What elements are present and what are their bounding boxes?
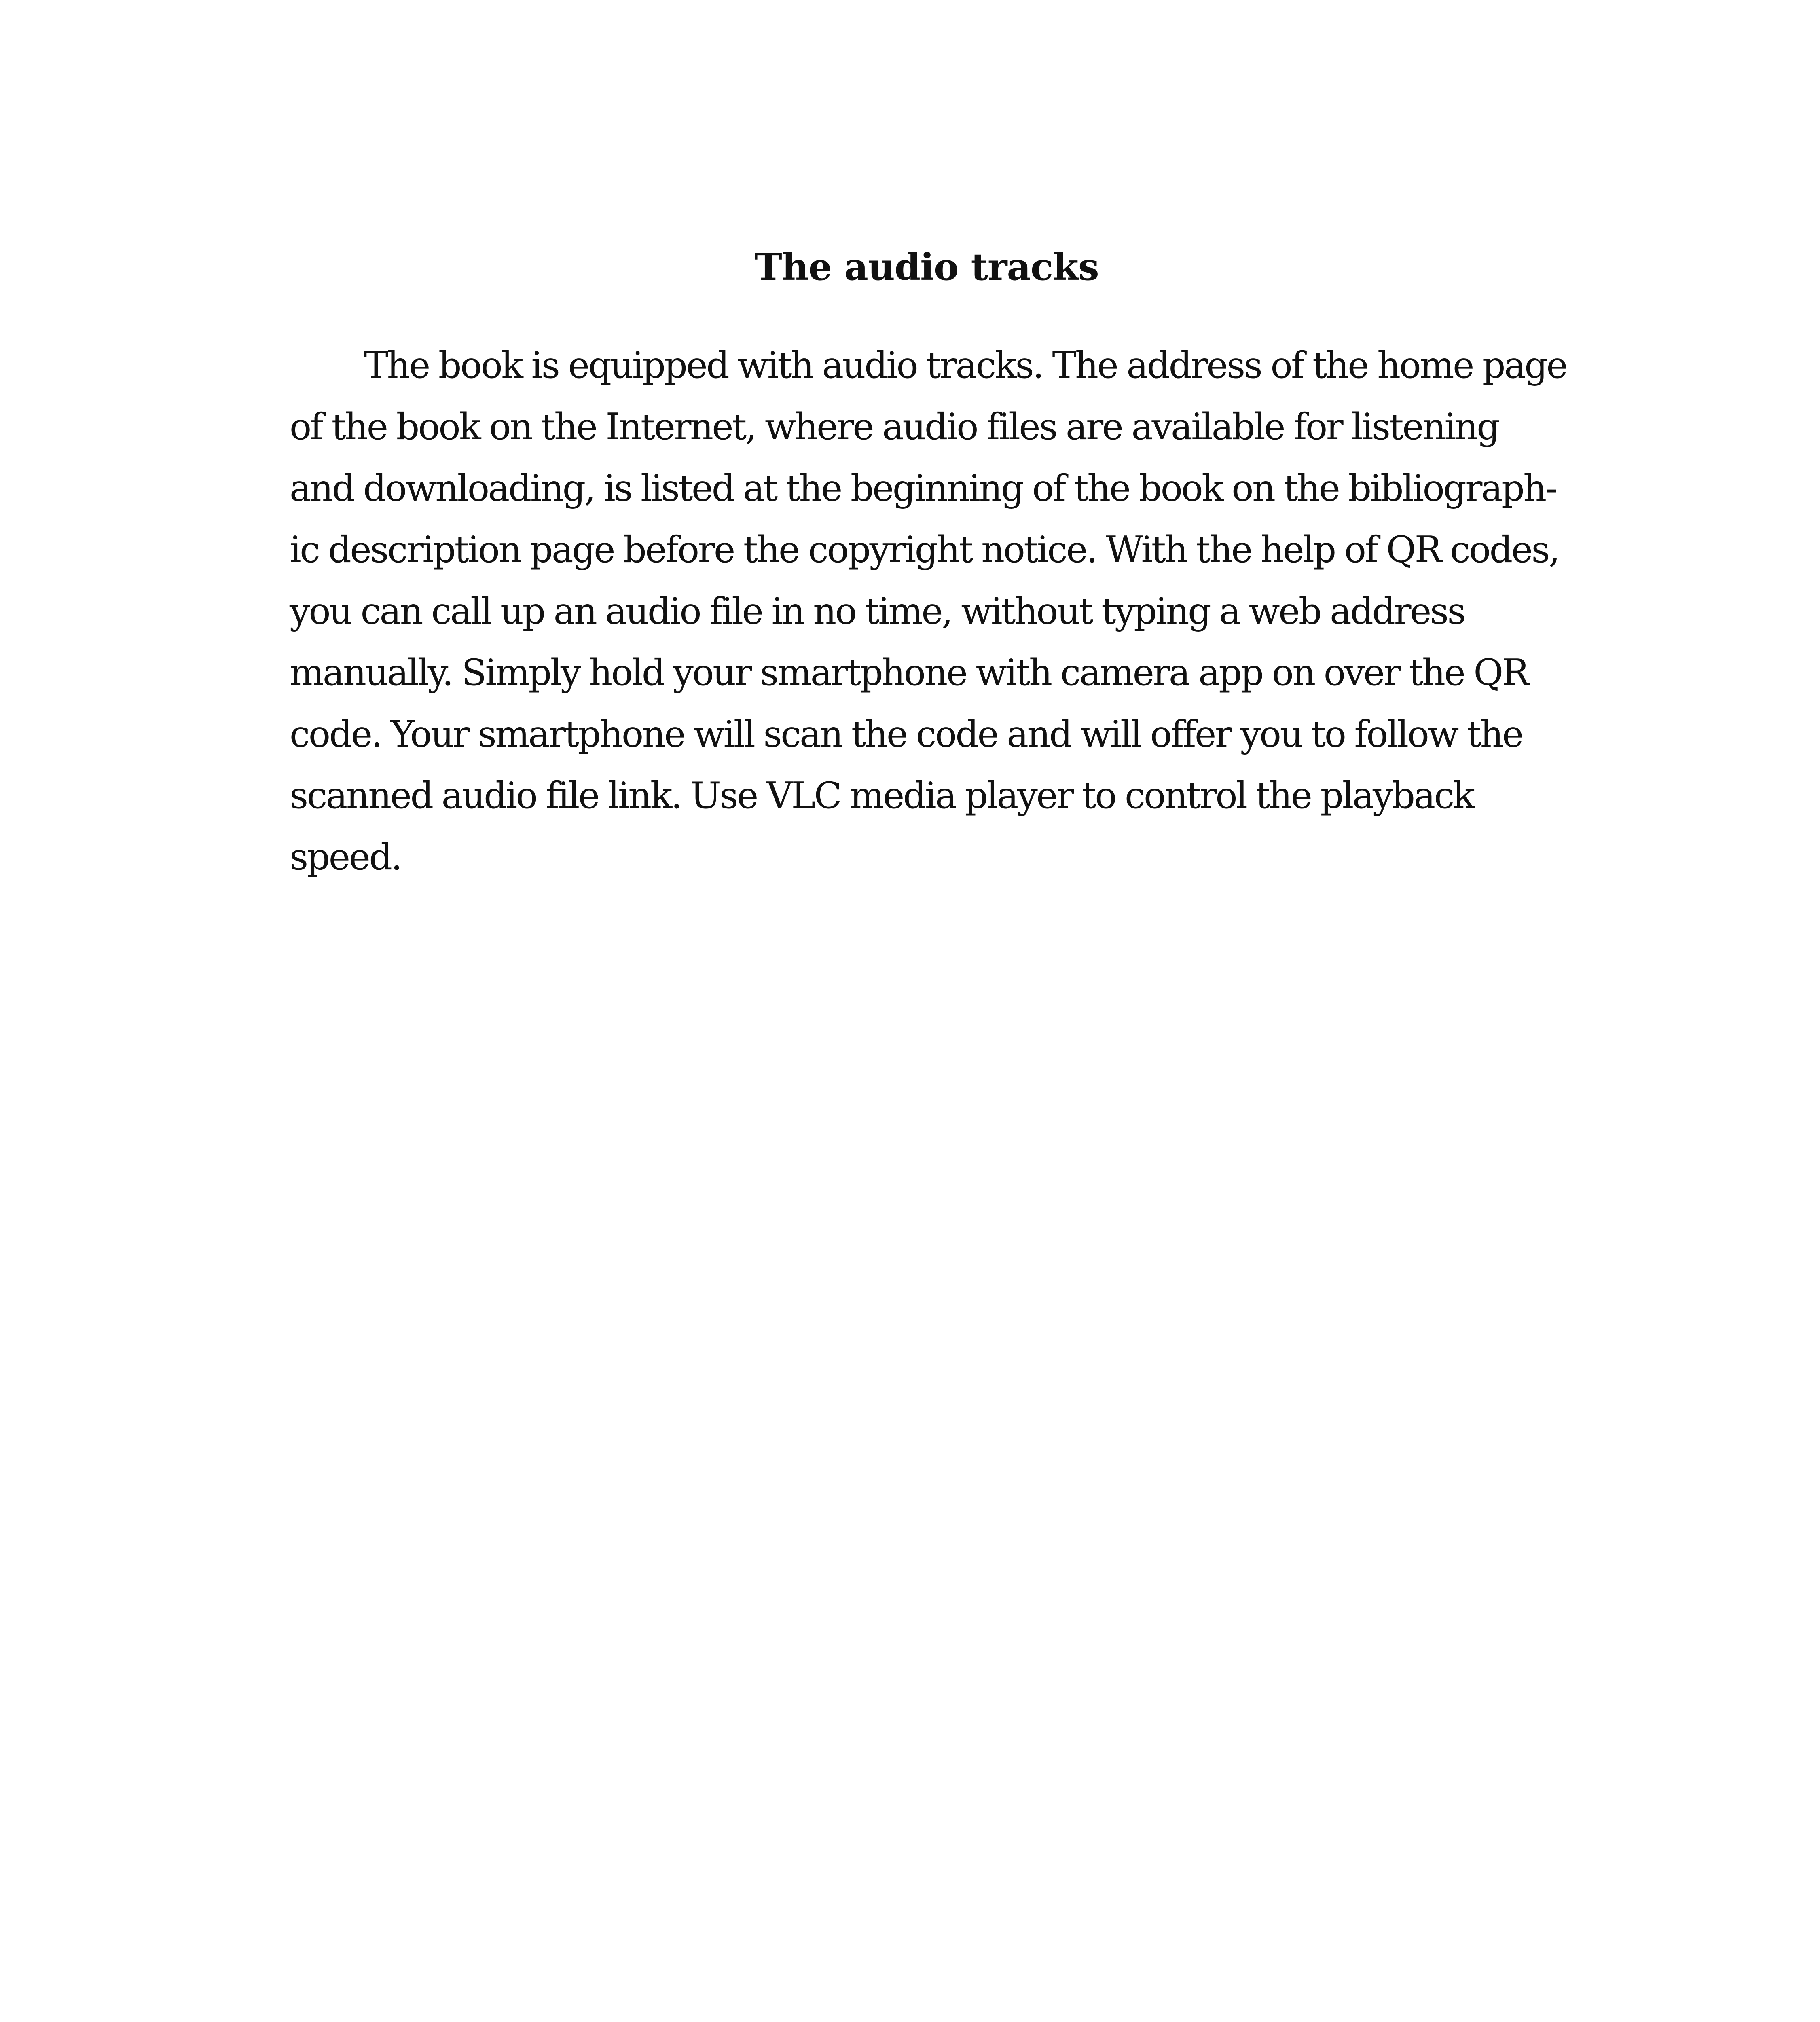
paragraph-line: and downloading, is listed at the beginning of the book on the bibliograph- [290,467,1556,510]
paragraph-line: code. Your smartphone will scan the code and will offer you to follow the [290,713,1522,755]
paragraph-line: The book is equipped with audio tracks. The address of the home page [364,344,1567,387]
paragraph-line: speed. [290,836,401,878]
section-heading: The audio tracks [754,245,1099,289]
body-paragraph [290,335,1567,888]
paragraph-line: ic description page before the copyright notice. With the help of QR codes, [290,529,1559,571]
paragraph-line: you can call up an audio file in no time, without typing a web address [290,590,1465,632]
paragraph-line: manually. Simply hold your smartphone with camera app on over the QR [290,651,1528,694]
paragraph-line: scanned audio file link. Use VLC media player to control the playback [290,774,1474,817]
paragraph-line: of the book on the Internet, where audio files are available for listening [290,406,1499,448]
